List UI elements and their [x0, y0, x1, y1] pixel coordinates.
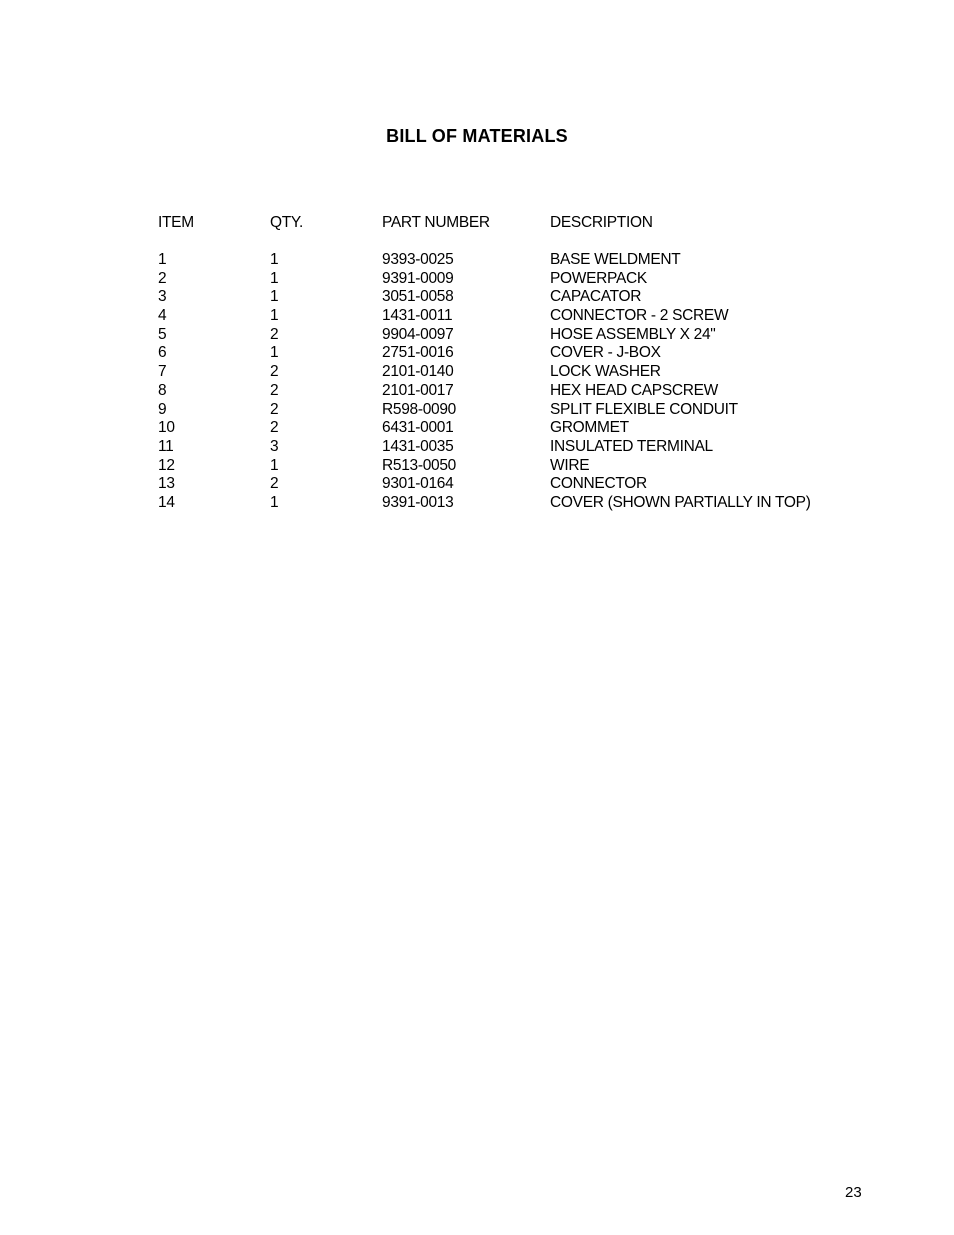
row-description: LOCK WASHER	[550, 363, 661, 381]
row-qty: 1	[270, 493, 279, 511]
row-item: 12	[158, 456, 175, 474]
row-qty: 1	[270, 456, 279, 474]
row-item: 2	[158, 269, 167, 287]
row-item: 14	[158, 493, 175, 511]
row-part-number: 3051-0058	[382, 288, 454, 306]
row-item: 13	[158, 475, 175, 493]
row-item: 11	[158, 437, 174, 455]
row-part-number: 1431-0035	[382, 437, 454, 455]
row-part-number: 2101-0140	[382, 363, 454, 381]
row-qty: 2	[270, 325, 279, 343]
row-qty: 2	[270, 419, 279, 437]
row-part-number: R598-0090	[382, 400, 456, 418]
row-qty: 1	[270, 269, 279, 287]
row-description: SPLIT FLEXIBLE CONDUIT	[550, 400, 738, 418]
row-qty: 1	[270, 307, 279, 325]
row-part-number: 9391-0013	[382, 493, 454, 511]
row-item: 7	[158, 363, 167, 381]
row-part-number: 6431-0001	[382, 419, 454, 437]
row-qty: 2	[270, 400, 279, 418]
row-item: 9	[158, 400, 167, 418]
row-item: 6	[158, 344, 167, 362]
row-item: 10	[158, 419, 175, 437]
row-item: 5	[158, 325, 167, 343]
row-description: WIRE	[550, 456, 590, 474]
row-part-number: 9391-0009	[382, 269, 454, 287]
row-qty: 1	[270, 344, 279, 362]
row-qty: 1	[270, 288, 279, 306]
row-qty: 1	[270, 251, 279, 268]
row-description: INSULATED TERMINAL	[550, 437, 713, 455]
row-description: BASE WELDMENT	[550, 251, 681, 268]
row-qty: 2	[270, 381, 279, 399]
row-description: POWERPACK	[550, 269, 647, 287]
row-qty: 2	[270, 475, 279, 493]
row-part-number: 9301-0164	[382, 475, 454, 493]
page-title: BILL OF MATERIALS	[386, 126, 568, 146]
row-item: 4	[158, 307, 167, 325]
header-item: ITEM	[158, 214, 194, 231]
page-number: 23	[845, 1184, 862, 1201]
header-qty: QTY.	[270, 214, 303, 231]
header-part-number: PART NUMBER	[382, 214, 490, 231]
row-description: HEX HEAD CAPSCREW	[550, 381, 719, 399]
row-part-number: 2751-0016	[382, 344, 454, 362]
row-item: 3	[158, 288, 167, 306]
row-item: 8	[158, 381, 167, 399]
row-qty: 3	[270, 437, 279, 455]
header-description: DESCRIPTION	[550, 214, 653, 231]
row-part-number: 1431-0011	[382, 307, 453, 325]
row-description: CONNECTOR	[550, 475, 647, 493]
row-part-number: R513-0050	[382, 456, 456, 474]
row-part-number: 2101-0017	[382, 381, 454, 399]
row-part-number: 9393-0025	[382, 251, 454, 268]
row-description: CAPACATOR	[550, 288, 642, 306]
row-item: 1	[158, 251, 167, 268]
row-description: GROMMET	[550, 419, 629, 437]
row-description: CONNECTOR - 2 SCREW	[550, 307, 729, 325]
row-qty: 2	[270, 363, 279, 381]
row-description: HOSE ASSEMBLY X 24"	[550, 325, 716, 343]
row-description: COVER (SHOWN PARTIALLY IN TOP)	[550, 493, 811, 511]
row-description: COVER - J-BOX	[550, 344, 661, 362]
row-part-number: 9904-0097	[382, 325, 454, 343]
